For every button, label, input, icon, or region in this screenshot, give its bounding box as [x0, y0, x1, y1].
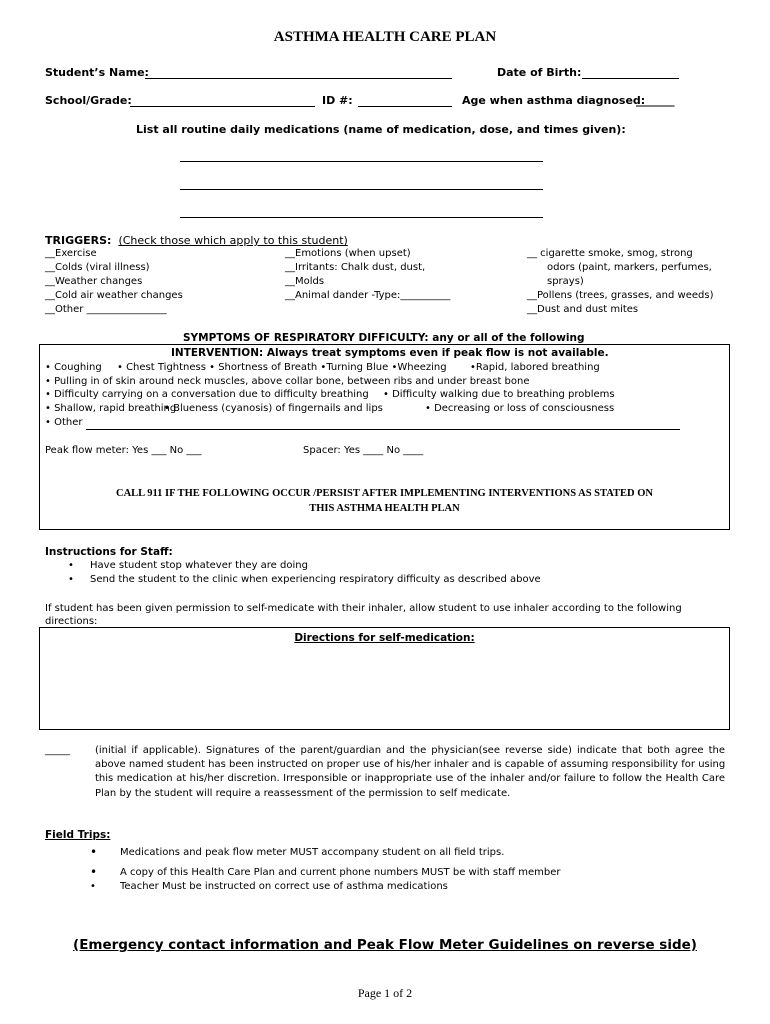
symptom-other-label: • Other [45, 417, 83, 428]
trigger-animal-dander[interactable]: __Animal dander -Type:__________ [285, 290, 451, 301]
student-name-field[interactable] [145, 78, 452, 79]
staff-item-1: Have student stop whatever they are doing [90, 560, 308, 571]
field-trip-bullet-2: • [90, 865, 98, 879]
self-med-intro-2: directions: [45, 616, 98, 627]
symptom-pulling-skin: • Pulling in of skin around neck muscles, above collar bone, between ribs and under breast bone [45, 376, 530, 387]
field-trip-item-2: A copy of this Health Care Plan and current phone numbers MUST be with staff member [120, 867, 561, 878]
age-diagnosed-label: Age when asthma diagnosed: [462, 94, 646, 107]
dob-label: Date of Birth: [497, 66, 582, 79]
triggers-hint: (Check those which apply to this student) [118, 234, 348, 247]
initial-text-line-1: (initial if applicable). Signatures of the parent/guardian and the physician(see reverse side) indicate that both agree the [95, 745, 725, 756]
symptom-shallow-breathing: • Shallow, rapid breathing [45, 403, 177, 414]
staff-bullet-2: • [68, 574, 74, 585]
spacer-field[interactable]: Spacer: Yes ____ No ____ [303, 445, 424, 456]
trigger-other[interactable]: __Other ________________ [45, 304, 167, 315]
trigger-pollens[interactable]: __Pollens (trees, grasses, and weeds) [527, 290, 714, 301]
trigger-emotions[interactable]: __Emotions (when upset) [285, 248, 411, 259]
page-number: Page 1 of 2 [357, 986, 413, 1000]
triggers-heading [45, 234, 348, 247]
field-trips-heading: Field Trips: [45, 829, 111, 841]
symptom-rapid-breathing: •Rapid, labored breathing [470, 362, 600, 373]
staff-bullet-1: • [68, 560, 74, 571]
triggers-label: TRIGGERS: [45, 234, 112, 247]
reverse-side-note: (Emergency contact information and Peak Flow Meter Guidelines on reverse side) [73, 937, 697, 953]
id-label: ID #: [322, 94, 353, 107]
initial-blank[interactable]: _____ [45, 745, 70, 756]
medications-instruction: List all routine daily medications (name of medication, dose, and times given): [136, 123, 626, 136]
trigger-smoke-cont-2: sprays) [547, 276, 584, 287]
field-trip-bullet-3: • [90, 881, 96, 892]
trigger-dust[interactable]: __Dust and dust mites [527, 304, 639, 315]
peak-flow-meter[interactable]: Peak flow meter: Yes ___ No ___ [45, 445, 202, 456]
symptom-blueness: • Blueness (cyanosis) of fingernails and lips [164, 403, 383, 414]
page-title: ASTHMA HEALTH CARE PLAN [273, 29, 497, 45]
symptoms-heading: SYMPTOMS OF RESPIRATORY DIFFICULTY: any or all of the following [183, 332, 585, 344]
self-med-intro-1: If student has been given permission to self-medicate with their inhaler, allow student to use inhaler according to the following [45, 603, 682, 614]
trigger-exercise[interactable]: __Exercise [45, 248, 97, 259]
age-diagnosed-field[interactable]: _______ [636, 94, 675, 107]
field-trip-item-1: Medications and peak flow meter MUST accompany student on all field trips. [120, 847, 505, 858]
medication-line-1[interactable] [180, 161, 543, 162]
trigger-colds[interactable]: __Colds (viral illness) [45, 262, 150, 273]
symptom-difficulty-walking: • Difficulty walking due to breathing problems [383, 389, 615, 400]
field-trip-item-3: Teacher Must be instructed on correct use of asthma medications [120, 881, 448, 892]
symptom-difficulty-conversation: • Difficulty carrying on a conversation due to difficulty breathing [45, 389, 369, 400]
field-trip-bullet-1: • [90, 845, 98, 859]
call-911-line-2: THIS ASTHMA HEALTH PLAN [309, 503, 460, 514]
self-med-box-heading: Directions for self-medication: [294, 632, 475, 644]
initial-text-line-2: above named student has been instructed on proper use of his/her inhaler and is capable of assuming responsibility for using [95, 759, 726, 770]
school-grade-label: School/Grade: [45, 94, 132, 107]
symptom-other-field[interactable] [86, 429, 680, 430]
initial-text-line-4: Plan by the student will require a reassessment of the permission to self medicate. [95, 788, 511, 799]
intervention-text: INTERVENTION: Always treat symptoms even if peak flow is not available. [171, 347, 609, 359]
school-grade-field[interactable] [130, 106, 315, 107]
call-911-line-1: CALL 911 IF THE FOLLOWING OCCUR /PERSIST AFTER IMPLEMENTING INTERVENTIONS AS STATED ON [116, 488, 653, 499]
id-field[interactable] [358, 106, 452, 107]
symptom-consciousness: • Decreasing or loss of consciousness [425, 403, 615, 414]
medication-line-2[interactable] [180, 189, 543, 190]
dob-field[interactable] [582, 78, 679, 79]
initial-text-line-3: this medication at his/her discretion. Irresponsible or inappropriate use of the inhaler and/or failure to follow the Health Care [95, 773, 725, 784]
trigger-smoke-cont-1: odors (paint, markers, perfumes, [547, 262, 712, 273]
staff-item-2: Send the student to the clinic when experiencing respiratory difficulty as described above [90, 574, 541, 585]
trigger-molds[interactable]: __Molds [285, 276, 325, 287]
student-name-label: Student’s Name: [45, 66, 149, 79]
trigger-smoke[interactable]: __ cigarette smoke, smog, strong [527, 248, 693, 259]
symptom-chest-tightness: • Chest Tightness • Shortness of Breath •Turning Blue •Wheezing [117, 362, 447, 373]
trigger-irritants[interactable]: __Irritants: Chalk dust, dust, [285, 262, 426, 273]
medication-line-3[interactable] [180, 217, 543, 218]
trigger-cold-air[interactable]: __Cold air weather changes [45, 290, 183, 301]
symptom-coughing: • Coughing [45, 362, 102, 373]
trigger-weather[interactable]: __Weather changes [45, 276, 143, 287]
staff-heading: Instructions for Staff: [45, 546, 173, 558]
